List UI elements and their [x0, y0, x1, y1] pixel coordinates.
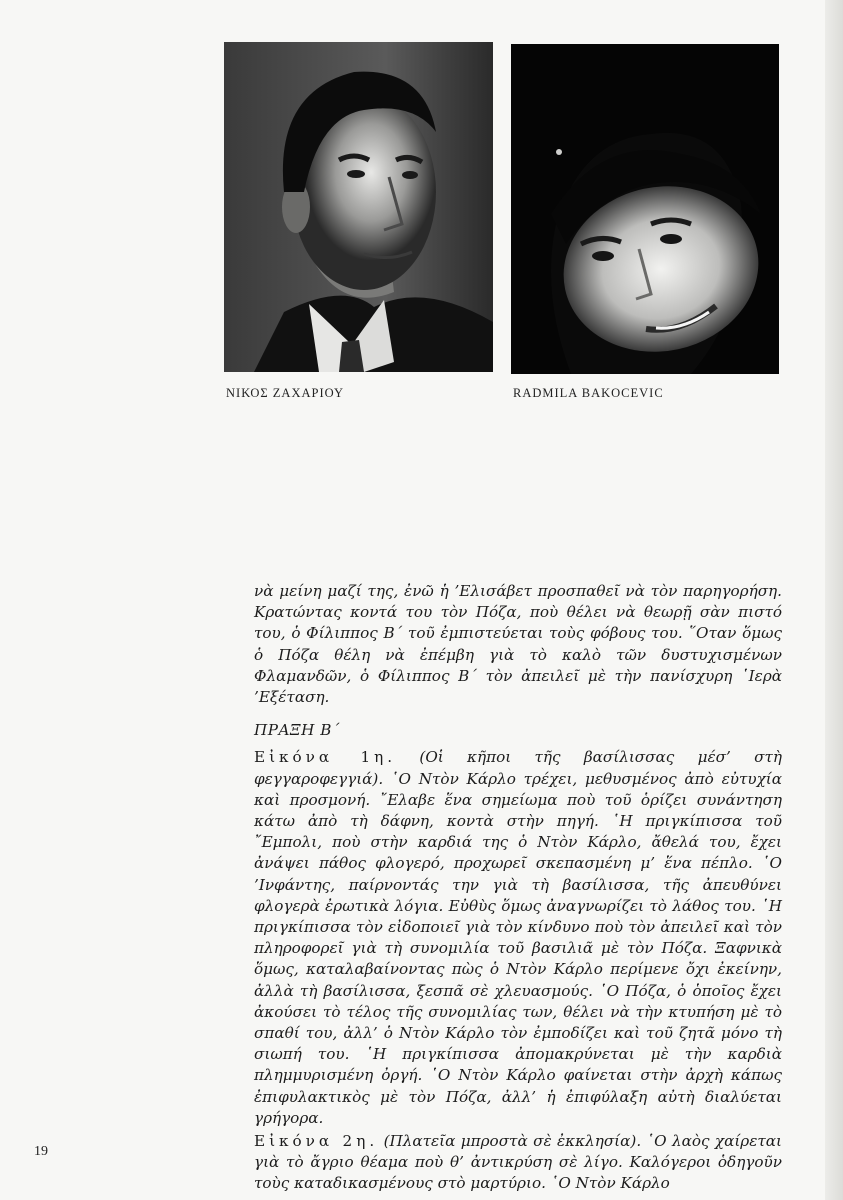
photo-caption-left: ΝΙΚΟΣ ΖΑΧΑΡΙΟΥ: [226, 386, 345, 400]
portrait-photo-right: [511, 44, 779, 374]
paragraph-scene-2: [254, 1131, 782, 1195]
page-number: 19: [34, 1144, 48, 1159]
scene-1-text: (Οἱ κῆποι τῆς βασίλισσας μέσ’ στὴ φεγγαροφεγγιά). ῾Ο Ντὸν Κάρλο τρέχει, μεθυσμένος ἀπὸ εὐτυχία καὶ προσμονή. ῎Ελαβε ἕνα σημείωμα ποὺ τοῦ ὁρίζει συνάντηση κάτω ἀπὸ τὴ δάφνη, κοντὰ στὴν πηγή. ῾Η πριγκίπισσα τοῦ ῎Εμπολι, ποὺ στὴν καρδιά της ὁ Ντὸν Κάρλο, ἄθελά του, ἔχει ἀνάψει πάθος φλογερό, προχωρεῖ σκεπασμένη μ’ ἕνα πέπλο. ῾Ο ’Ινφάντης, παίρνοντάς την γιὰ τὴ βασίλισσα, τῆς ἀπευθύνει φλογερὰ ἐρωτικὰ λόγια. Εὐθὺς ὅμως ἀναγνωρίζει τὸ λάθος του. ῾Η πριγκίπισσα τὸν εἰδοποιεῖ γιὰ τὸν κίνδυνο ποὺ τὸν ἀπειλεῖ καὶ τὸν πληροφορεῖ γιὰ τὴ συνομιλία τοῦ βασιλιᾶ μὲ τὸν Πόζα. Ξαφνικὰ ὅμως, καταλαβαίνοντας πὼς ὁ Ντὸν Κάρλο περίμενε ὄχι ἐκείνην, ἀλλὰ τὴ βασίλισσα, ξεσπᾶ σὲ χλευασμούς. ῾Ο Πόζα, ὁ ὁποῖος ἔχει ἀκούσει τὸ τέλος τῆς συνομιλίας των, θέλει νὰ τὴν κτυπήση μὲ τὸ σπαθί του, ἀλλ’ ὁ Ντὸν Κάρλο τὸν ἐμποδίζει καὶ τοῦ ζητᾶ μόνο τὴ σιωπή του. ῾Η πριγκίπισσα ἀπομακρύνεται μὲ τὴν καρδιὰ πλημμυρισμένη ὀργή. ῾Ο Ντὸν Κάρλο φαίνεται στὴν ἀρχὴ κάπως ἐπιφυλακτικὸς μὲ τὸν Πόζα, ἀλλ’ ἡ ἐπιφύλαξη αὐτὴ διαλύεται γρήγορα.: [254, 748, 782, 1127]
act-heading: ΠΡΑΞΗ Β΄: [254, 721, 340, 740]
photo-caption-right: RADMILA BAKOCEVIC: [513, 386, 664, 400]
body-text: [254, 581, 782, 1195]
portrait-photo-left: [224, 42, 493, 372]
scene-2-text: (Πλατεῖα μπροστὰ σὲ ἐκκλησία). ῾Ο λαὸς χαίρεται γιὰ τὸ ἄγριο θέαμα ποὺ θ’ ἀντικρύση σὲ λίγο. Καλόγεροι ὁδηγοῦν τοὺς καταδικασμένους στὸ μαρτύριο. ῾Ο Ντὸν Κάρλο: [254, 1132, 783, 1193]
portrait-woman-image: [511, 44, 779, 374]
scene-2-label: Εἰκόνα 2η.: [254, 1132, 379, 1151]
paragraph-scene-1: [254, 747, 782, 1129]
portrait-man-image: [224, 42, 493, 372]
paragraph-intro: νὰ μείνη μαζί της, ἐνῶ ἡ ’Ελισάβετ προσπαθεῖ νὰ τὸν παρηγορήση. Κρατώντας κοντά του τὸν Πόζα, ποὺ θέλει νὰ θεωρῇ σὰν πιστό του, ὁ Φίλιππος Β΄ τοῦ ἐμπιστεύεται τοὺς φόβους του. ῞Οταν ὅμως ὁ Πόζα θέλη νὰ ἐπέμβη γιὰ τὸ καλὸ τῶν δυστυχισμένων Φλαμανδῶν, ὁ Φίλιππος Β΄ τὸν ἀπειλεῖ μὲ τὴν πανίσχυρη ῾Ιερὰ ’Εξέταση.: [254, 582, 782, 707]
page-edge: [825, 0, 843, 1200]
scene-1-label: Εἰκόνα 1η.: [254, 748, 397, 767]
